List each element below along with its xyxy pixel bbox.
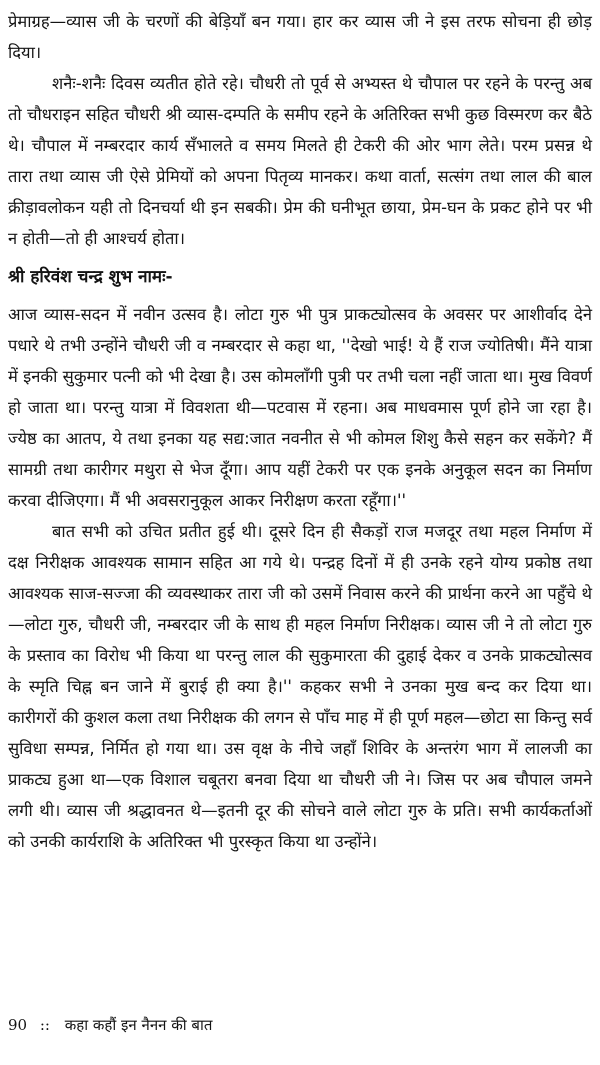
book-title: कहा कहौं इन नैनन की बात [64,1016,213,1034]
book-page [8,6,592,857]
page-number: 90 [8,1016,28,1034]
paragraph-3: आज व्यास-सदन में नवीन उत्सव है। लोटा गुरु भी पुत्र प्राकट्योत्सव के अवसर पर आशीर्वाद देने पधारे थे तभी उन्होंने चौधरी जी व नम्बरदार से कहा था, ''देखो भाई! ये हैं राज ज्योतिषी। मैंने यात्रा में इनकी सुकुमार पत्नी को भी देखा है। उस कोमलाँगी पुत्री पर तभी चला नहीं जाता था। मुख विवर्ण हो जाता था। परन्तु यात्रा में विवशता थी—पटवास में रहना। अब माधवमास पूर्ण होने जा रहा है। ज्येष्ठ का आतप, ये तथा इनका यह सद्य:जात नवनीत से भी कोमल शिशु कैसे सहन कर सकेंगे? मैं सामग्री तथा कारीगर मथुरा से भेज दूँगा। आप यहीं टेकरी पर एक इनके अनुकूल सदन का निर्माण करवा दीजिएगा। मैं भी अवसरानुकूल आकर निरीक्षण करता रहूँगा।'' [8,305,592,510]
paragraph-1: प्रेमाग्रह—व्यास जी के चरणों की बेड़ियाँ बन गया। हार कर व्यास जी ने इस तरफ सोचना ही छोड़ दिया। [8,12,592,62]
footer-separator: :: [39,1016,50,1034]
section-heading: श्री हरिवंश चन्द्र शुभ नामः- [8,267,173,287]
paragraph-4: बात सभी को उचित प्रतीत हुई थी। दूसरे दिन ही सैकड़ों राज मजदूर तथा महल निर्माण में दक्ष निरीक्षक आवश्यक सामान सहित आ गये थे। पन्द्रह दिनों में ही उनके रहने योग्य प्रकोष्ठ तथा आवश्यक साज-सज्जा की व्यवस्थाकर तारा जी को उसमें निवास करने की प्रार्थना करने आ पहुँचे थे—लोटा गुरु, चौधरी जी, नम्बरदार जी के साथ ही महल निर्माण निरीक्षक। व्यास जी ने तो लोटा गुरु के प्रस्ताव का विरोध भी किया था परन्तु लाल की सुकुमारता की दुहाई देकर व उनके प्राकट्योत्सव के स्मृति चिह्न बन जाने में बुराई ही क्या है।'' कहकर सभी ने उनका मुख बन्द कर दिया था। कारीगरों की कुशल कला तथा निरीक्षक की लगन से पाँच माह में ही पूर्ण महल—छोटा सा किन्तु सर्व सुविधा सम्पन्न, निर्मित हो गया था। उस वृक्ष के नीचे जहाँ शिविर के अन्तरंग भाग में लालजी का प्राकट्य हुआ था—एक विशाल चबूतरा बनवा दिया था चौधरी जी ने। जिस पर अब चौपाल जमने लगी थी। व्यास जी श्रद्धावनत थे—इतनी दूर की सोचने वाले लोटा गुरु के प्रति। सभी कार्यकर्ताओं को उनकी कार्यराशि के अतिरिक्त भी पुरस्कृत किया था उन्होंने। [8,522,592,851]
paragraph-2: शनैः-शनैः दिवस व्यतीत होते रहे। चौधरी तो पूर्व से अभ्यस्त थे चौपाल पर रहने के परन्तु अब तो चौधराइन सहित चौधरी श्री व्यास-दम्पति के समीप रहने के अतिरिक्त सभी कुछ विस्मरण कर बैठे थे। चौपाल में नम्बरदार कार्य सँभालते व समय मिलते ही टेकरी की ओर भाग लेते। परम प्रसन्न थे तारा तथा व्यास जी ऐसे प्रेमियों को अपना पितृव्य मानकर। कथा वार्ता, सत्संग तथा लाल की बाल क्रीड़ावलोकन यही तो दिनचर्या थी इन सबकी। प्रेम की घनीभूत छाया, प्रेम-घन के प्रकट होने पर भी न होती—तो ही आश्चर्य होता। [8,74,592,248]
page-footer [8,1014,212,1036]
